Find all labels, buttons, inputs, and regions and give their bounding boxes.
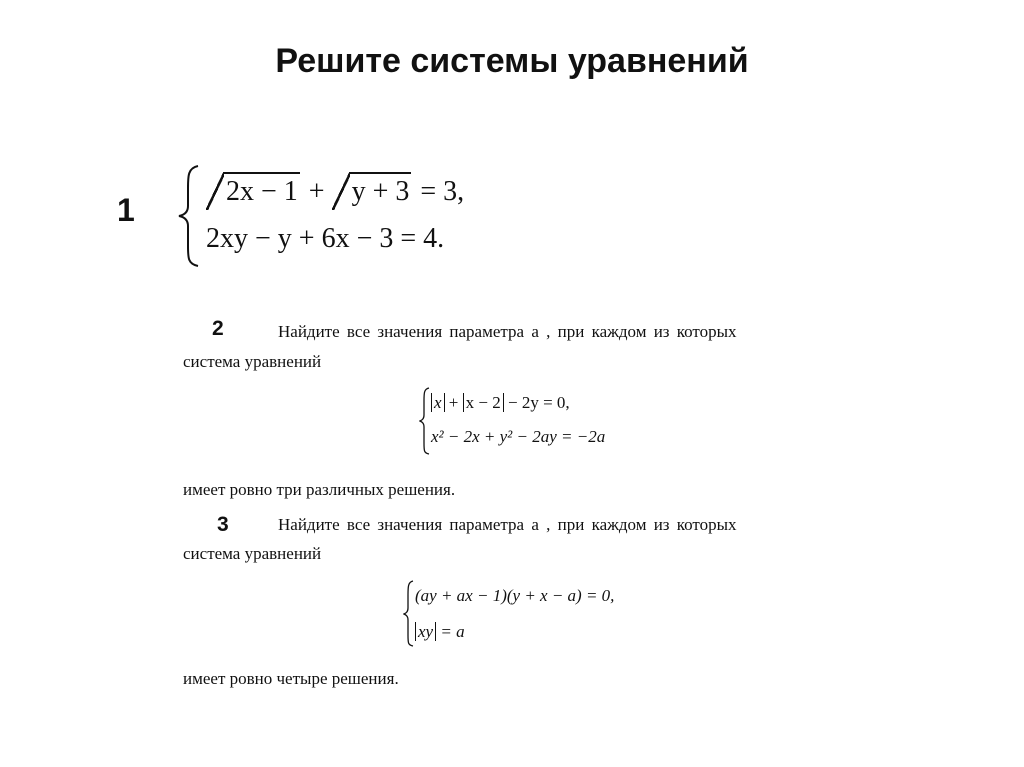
problem-2-number: 2 xyxy=(212,317,224,340)
problem-3-system xyxy=(403,579,683,649)
problem-2-text-line-1: Найдите все значения параметра a , при каждом из которых xyxy=(278,322,737,341)
equation-2: 2xy − y + 6x − 3 = 4. xyxy=(206,223,445,254)
left-brace-icon xyxy=(419,385,431,457)
problem-3-text-line-1: Найдите все значения параметра a , при каждом из которых xyxy=(278,515,737,534)
equation-1: x + x − 2 − 2y = 0, xyxy=(431,394,570,411)
problem-1-system xyxy=(176,162,476,270)
left-brace-icon xyxy=(403,579,415,649)
problem-1-number: 1 xyxy=(117,192,135,228)
radical-2: y + 3 xyxy=(332,178,412,206)
radical-1: 2x − 1 xyxy=(206,178,300,206)
left-brace-icon xyxy=(176,162,206,270)
equation-1: 2x − 1 + y + 3 = 3, xyxy=(206,178,464,206)
problem-2-system xyxy=(419,385,679,457)
page-title: Решите системы уравнений xyxy=(275,42,749,80)
equation-1: (ay + ax − 1)(y + x − a) = 0, xyxy=(415,586,615,605)
problem-3-text-line-2: система уравнений xyxy=(183,544,322,563)
equation-2: xy = a xyxy=(415,623,465,640)
equation-2: x² − 2x + y² − 2ay = −2a xyxy=(431,427,606,446)
problem-2-text-after: имеет ровно три различных решения. xyxy=(183,480,456,499)
problem-3-text-after: имеет ровно четыре решения. xyxy=(183,669,399,688)
problem-2-text-line-2: система уравнений xyxy=(183,352,322,371)
problem-3-number: 3 xyxy=(217,513,229,536)
